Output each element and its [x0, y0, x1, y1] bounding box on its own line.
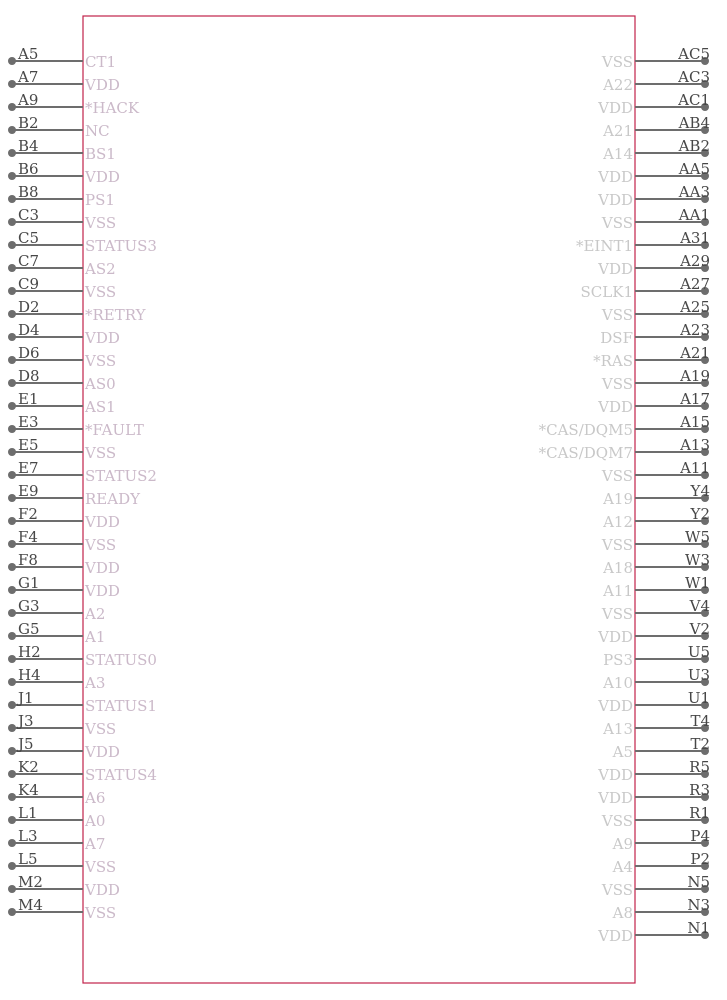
- pin-number: C3: [18, 206, 40, 224]
- pin-dot: [8, 770, 16, 778]
- pin-number: F2: [18, 505, 38, 523]
- pin-number: V4: [689, 597, 710, 615]
- pin-number: A15: [680, 413, 710, 431]
- pin-name: VSS: [85, 858, 117, 876]
- pin-number: L1: [18, 804, 38, 822]
- pin-number: A29: [680, 252, 710, 270]
- pin-name: STATUS3: [85, 237, 157, 255]
- pin-number: F8: [18, 551, 38, 569]
- pin-number: E9: [18, 482, 39, 500]
- pin-number: E1: [18, 390, 39, 408]
- pin-name: VSS: [601, 881, 633, 899]
- pin-dot: [8, 356, 16, 364]
- pin-name: STATUS4: [85, 766, 157, 784]
- pin-number: AB2: [678, 137, 710, 155]
- pin-name: CT1: [85, 53, 117, 71]
- pin-name: VSS: [85, 444, 117, 462]
- pin-dot: [8, 287, 16, 295]
- pin-number: AC5: [678, 45, 710, 63]
- pin-number: G3: [18, 597, 40, 615]
- pin-name: VDD: [598, 99, 633, 117]
- pin-number: J1: [18, 689, 34, 707]
- pin-dot: [8, 793, 16, 801]
- pin-name: NC: [85, 122, 110, 140]
- pin-number: E5: [18, 436, 39, 454]
- pin-number: P2: [690, 850, 710, 868]
- pin-number: G1: [18, 574, 40, 592]
- pin-name: VSS: [601, 53, 633, 71]
- pin-dot: [8, 264, 16, 272]
- pin-name: VSS: [85, 904, 117, 922]
- pin-dot: [8, 885, 16, 893]
- pin-dot: [8, 195, 16, 203]
- pin-number: N3: [687, 896, 710, 914]
- pin-number: M4: [18, 896, 43, 914]
- pin-number: A9: [18, 91, 39, 109]
- right-pin-group: [539, 45, 710, 945]
- pin-name: A19: [603, 490, 633, 508]
- pin-number: A11: [680, 459, 710, 477]
- pin-name: A22: [603, 76, 633, 94]
- pin-name: VDD: [598, 260, 633, 278]
- pin-name: VSS: [601, 306, 633, 324]
- pin-name: VDD: [85, 743, 120, 761]
- pin-name: A14: [603, 145, 633, 163]
- pin-number: K2: [18, 758, 39, 776]
- pin-name: *RETRY: [85, 306, 146, 324]
- pin-dot: [8, 609, 16, 617]
- pin-number: E3: [18, 413, 39, 431]
- pin-name: A1: [85, 628, 106, 646]
- pin-name: *FAULT: [85, 421, 144, 439]
- right-pin: [597, 919, 710, 945]
- pin-name: VSS: [85, 720, 117, 738]
- pin-number: H2: [18, 643, 41, 661]
- pin-dot: [8, 816, 16, 824]
- pin-name: *EINT1: [575, 237, 633, 255]
- pin-dot: [8, 908, 16, 916]
- pin-number: R1: [689, 804, 710, 822]
- pin-number: U1: [687, 689, 710, 707]
- pin-dot: [8, 126, 16, 134]
- pin-number: D6: [18, 344, 40, 362]
- pin-name: VDD: [85, 76, 120, 94]
- pin-number: A13: [680, 436, 710, 454]
- pin-number: AA5: [678, 160, 710, 178]
- pin-name: AS1: [85, 398, 116, 416]
- pin-number: P4: [690, 827, 710, 845]
- pin-name: VDD: [85, 513, 120, 531]
- pin-dot: [8, 563, 16, 571]
- pin-name: VDD: [85, 168, 120, 186]
- pin-number: G5: [18, 620, 40, 638]
- left-pin: [8, 896, 116, 922]
- pin-name: *HACK: [85, 99, 140, 117]
- pin-number: Y2: [690, 505, 710, 523]
- pin-number: AA1: [678, 206, 710, 224]
- pin-dot: [8, 839, 16, 847]
- pin-name: READY: [85, 490, 141, 508]
- pin-name: VDD: [598, 766, 633, 784]
- pin-number: K4: [18, 781, 39, 799]
- pin-name: VSS: [601, 214, 633, 232]
- pin-name: A18: [603, 559, 633, 577]
- pin-dot: [8, 310, 16, 318]
- pin-name: VSS: [601, 375, 633, 393]
- pin-name: VSS: [601, 467, 633, 485]
- pin-number: L3: [18, 827, 38, 845]
- pin-number: M2: [18, 873, 43, 891]
- pin-name: VDD: [598, 927, 633, 945]
- pin-dot: [8, 724, 16, 732]
- pin-number: C9: [18, 275, 40, 293]
- pin-number: N1: [687, 919, 710, 937]
- pin-number: T4: [690, 712, 710, 730]
- pin-name: A11: [603, 582, 633, 600]
- pin-name: VDD: [598, 168, 633, 186]
- pin-name: VSS: [85, 283, 117, 301]
- pin-dot: [8, 862, 16, 870]
- pin-number: B8: [18, 183, 39, 201]
- pin-number: D4: [18, 321, 40, 339]
- pin-name: STATUS2: [85, 467, 157, 485]
- pin-dot: [8, 218, 16, 226]
- pin-number: E7: [18, 459, 39, 477]
- pin-name: VDD: [598, 697, 633, 715]
- pin-dot: [8, 517, 16, 525]
- pin-number: A19: [680, 367, 710, 385]
- pin-name: VDD: [85, 582, 120, 600]
- pin-name: AS2: [85, 260, 116, 278]
- pin-name: STATUS0: [85, 651, 157, 669]
- pin-number: R3: [689, 781, 710, 799]
- pin-number: R5: [689, 758, 710, 776]
- pin-dot: [8, 655, 16, 663]
- pin-number: Y4: [690, 482, 710, 500]
- pin-dot: [8, 425, 16, 433]
- pin-number: A21: [680, 344, 710, 362]
- pin-number: AB4: [678, 114, 710, 132]
- pin-name: VDD: [598, 789, 633, 807]
- ic-body-outline: [83, 16, 635, 983]
- pin-dot: [8, 241, 16, 249]
- pin-dot: [8, 747, 16, 755]
- pin-number: A7: [18, 68, 39, 86]
- pin-dot: [8, 632, 16, 640]
- pin-number: F4: [18, 528, 38, 546]
- pin-dot: [8, 172, 16, 180]
- pin-name: VDD: [85, 329, 120, 347]
- pin-number: A25: [680, 298, 710, 316]
- pin-name: VDD: [85, 559, 120, 577]
- pin-name: VSS: [601, 812, 633, 830]
- pin-name: SCLK1: [580, 283, 633, 301]
- pin-dot: [8, 471, 16, 479]
- pin-name: VSS: [601, 605, 633, 623]
- pin-name: VSS: [85, 536, 117, 554]
- pin-name: A7: [85, 835, 106, 853]
- pin-dot: [8, 103, 16, 111]
- pin-name: PS3: [603, 651, 633, 669]
- pin-name: A13: [603, 720, 633, 738]
- pin-number: B6: [18, 160, 39, 178]
- pin-name: AS0: [85, 375, 116, 393]
- pin-dot: [8, 149, 16, 157]
- pin-name: A12: [603, 513, 633, 531]
- pin-number: AC1: [678, 91, 710, 109]
- pin-name: STATUS1: [85, 697, 157, 715]
- pin-dot: [8, 333, 16, 341]
- pin-number: J3: [18, 712, 34, 730]
- pin-name: DSF: [600, 329, 633, 347]
- pin-name: VDD: [598, 191, 633, 209]
- pin-name: A8: [612, 904, 633, 922]
- pin-number: AC3: [678, 68, 710, 86]
- pin-number: V2: [689, 620, 710, 638]
- pin-number: W3: [685, 551, 710, 569]
- pin-number: B2: [18, 114, 39, 132]
- pin-number: A23: [680, 321, 710, 339]
- pin-number: A27: [680, 275, 710, 293]
- pin-number: T2: [690, 735, 710, 753]
- pin-name: *CAS/DQM7: [538, 444, 633, 462]
- pin-dot: [8, 586, 16, 594]
- pin-name: VDD: [85, 881, 120, 899]
- pin-number: H4: [18, 666, 41, 684]
- pin-number: B4: [18, 137, 39, 155]
- pin-number: U5: [687, 643, 710, 661]
- pin-number: AA3: [678, 183, 710, 201]
- pin-dot: [8, 57, 16, 65]
- pin-number: J5: [18, 735, 34, 753]
- pin-name: A9: [612, 835, 633, 853]
- pin-dot: [8, 448, 16, 456]
- pin-name: A21: [603, 122, 633, 140]
- pin-number: W1: [685, 574, 710, 592]
- pin-name: *RAS: [593, 352, 633, 370]
- pin-number: U3: [687, 666, 710, 684]
- pin-name: A6: [85, 789, 106, 807]
- pin-number: D2: [18, 298, 40, 316]
- pin-dot: [8, 494, 16, 502]
- pin-dot: [8, 379, 16, 387]
- pin-name: A3: [85, 674, 106, 692]
- pin-name: A10: [603, 674, 633, 692]
- pin-number: C7: [18, 252, 40, 270]
- pin-name: VDD: [598, 628, 633, 646]
- pin-number: W5: [685, 528, 710, 546]
- pin-number: C5: [18, 229, 40, 247]
- pin-dot: [8, 678, 16, 686]
- pin-name: VSS: [601, 536, 633, 554]
- pin-number: A5: [18, 45, 39, 63]
- pin-number: A31: [680, 229, 710, 247]
- pin-name: VSS: [85, 352, 117, 370]
- pin-name: A5: [612, 743, 633, 761]
- pin-number: L5: [18, 850, 38, 868]
- pin-name: A4: [612, 858, 633, 876]
- pin-dot: [8, 540, 16, 548]
- pin-dot: [8, 402, 16, 410]
- pin-number: N5: [687, 873, 710, 891]
- pin-name: A2: [85, 605, 106, 623]
- pin-name: *CAS/DQM5: [538, 421, 633, 439]
- pin-number: D8: [18, 367, 40, 385]
- pin-number: A17: [680, 390, 710, 408]
- pin-name: PS1: [85, 191, 115, 209]
- pin-name: VDD: [598, 398, 633, 416]
- pin-name: A0: [85, 812, 106, 830]
- pin-dot: [8, 701, 16, 709]
- pin-dot: [8, 80, 16, 88]
- pin-name: BS1: [85, 145, 116, 163]
- pin-name: VSS: [85, 214, 117, 232]
